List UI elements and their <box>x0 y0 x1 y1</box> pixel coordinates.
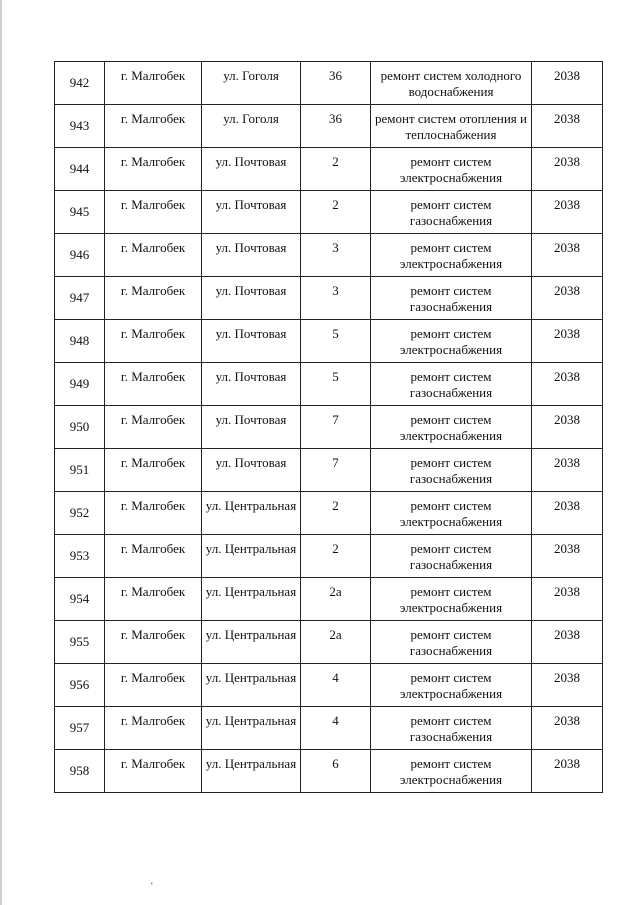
work-type-cell: ремонт систем холодного водоснабжения <box>371 62 532 105</box>
house-cell: 2а <box>301 578 371 621</box>
house-cell: 2 <box>301 535 371 578</box>
house-cell: 2 <box>301 492 371 535</box>
row-number: 945 <box>55 191 105 234</box>
work-type-cell: ремонт систем электроснабжения <box>371 664 532 707</box>
work-type-cell: ремонт систем отопления и теплоснабжения <box>371 105 532 148</box>
row-number: 944 <box>55 148 105 191</box>
table-row <box>55 234 603 277</box>
work-type-cell: ремонт систем электроснабжения <box>371 148 532 191</box>
work-type-cell: ремонт систем газоснабжения <box>371 621 532 664</box>
house-cell: 3 <box>301 277 371 320</box>
year-cell: 2038 <box>532 750 603 793</box>
table-row <box>55 363 603 406</box>
city-cell: г. Малгобек <box>105 320 202 363</box>
street-cell: ул. Почтовая <box>202 406 301 449</box>
street-cell: ул. Почтовая <box>202 363 301 406</box>
table-row <box>55 320 603 363</box>
city-cell: г. Малгобек <box>105 406 202 449</box>
street-cell: ул. Центральная <box>202 750 301 793</box>
city-cell: г. Малгобек <box>105 277 202 320</box>
row-number: 954 <box>55 578 105 621</box>
street-cell: ул. Центральная <box>202 621 301 664</box>
house-cell: 2 <box>301 191 371 234</box>
table-row <box>55 277 603 320</box>
row-number: 956 <box>55 664 105 707</box>
work-type-cell: ремонт систем электроснабжения <box>371 234 532 277</box>
table-row <box>55 406 603 449</box>
house-cell: 3 <box>301 234 371 277</box>
house-cell: 36 <box>301 105 371 148</box>
street-cell: ул. Гоголя <box>202 62 301 105</box>
house-cell: 5 <box>301 320 371 363</box>
row-number: 953 <box>55 535 105 578</box>
city-cell: г. Малгобек <box>105 449 202 492</box>
street-cell: ул. Гоголя <box>202 105 301 148</box>
row-number: 958 <box>55 750 105 793</box>
house-cell: 4 <box>301 664 371 707</box>
year-cell: 2038 <box>532 62 603 105</box>
work-type-cell: ремонт систем электроснабжения <box>371 578 532 621</box>
table-row <box>55 707 603 750</box>
street-cell: ул. Почтовая <box>202 320 301 363</box>
year-cell: 2038 <box>532 449 603 492</box>
city-cell: г. Малгобек <box>105 363 202 406</box>
city-cell: г. Малгобек <box>105 750 202 793</box>
table-row <box>55 105 603 148</box>
table-row <box>55 191 603 234</box>
table-row <box>55 664 603 707</box>
house-cell: 7 <box>301 406 371 449</box>
street-cell: ул. Центральная <box>202 492 301 535</box>
year-cell: 2038 <box>532 492 603 535</box>
row-number: 943 <box>55 105 105 148</box>
city-cell: г. Малгобек <box>105 148 202 191</box>
city-cell: г. Малгобек <box>105 535 202 578</box>
year-cell: 2038 <box>532 320 603 363</box>
city-cell: г. Малгобек <box>105 62 202 105</box>
row-number: 947 <box>55 277 105 320</box>
work-type-cell: ремонт систем электроснабжения <box>371 320 532 363</box>
table-row <box>55 148 603 191</box>
year-cell: 2038 <box>532 105 603 148</box>
work-type-cell: ремонт систем электроснабжения <box>371 406 532 449</box>
scan-edge <box>0 0 2 905</box>
work-type-cell: ремонт систем газоснабжения <box>371 277 532 320</box>
street-cell: ул. Центральная <box>202 535 301 578</box>
row-number: 946 <box>55 234 105 277</box>
work-type-cell: ремонт систем электроснабжения <box>371 492 532 535</box>
street-cell: ул. Центральная <box>202 578 301 621</box>
city-cell: г. Малгобек <box>105 191 202 234</box>
work-type-cell: ремонт систем газоснабжения <box>371 707 532 750</box>
street-cell: ул. Почтовая <box>202 277 301 320</box>
city-cell: г. Малгобек <box>105 492 202 535</box>
city-cell: г. Малгобек <box>105 707 202 750</box>
scan-speck: ʻ <box>150 880 154 892</box>
year-cell: 2038 <box>532 578 603 621</box>
city-cell: г. Малгобек <box>105 105 202 148</box>
year-cell: 2038 <box>532 621 603 664</box>
year-cell: 2038 <box>532 277 603 320</box>
table-row <box>55 750 603 793</box>
city-cell: г. Малгобек <box>105 621 202 664</box>
work-type-cell: ремонт систем газоснабжения <box>371 535 532 578</box>
house-cell: 6 <box>301 750 371 793</box>
row-number: 951 <box>55 449 105 492</box>
year-cell: 2038 <box>532 535 603 578</box>
registry-body <box>55 62 603 793</box>
city-cell: г. Малгобек <box>105 664 202 707</box>
house-cell: 2а <box>301 621 371 664</box>
year-cell: 2038 <box>532 664 603 707</box>
house-cell: 5 <box>301 363 371 406</box>
table-row <box>55 578 603 621</box>
table-row <box>55 449 603 492</box>
row-number: 948 <box>55 320 105 363</box>
city-cell: г. Малгобек <box>105 234 202 277</box>
table-row <box>55 62 603 105</box>
year-cell: 2038 <box>532 148 603 191</box>
table-row <box>55 492 603 535</box>
work-type-cell: ремонт систем электроснабжения <box>371 750 532 793</box>
table-row <box>55 621 603 664</box>
year-cell: 2038 <box>532 707 603 750</box>
street-cell: ул. Почтовая <box>202 191 301 234</box>
table-row <box>55 535 603 578</box>
year-cell: 2038 <box>532 234 603 277</box>
row-number: 957 <box>55 707 105 750</box>
house-cell: 2 <box>301 148 371 191</box>
row-number: 952 <box>55 492 105 535</box>
row-number: 949 <box>55 363 105 406</box>
street-cell: ул. Почтовая <box>202 234 301 277</box>
street-cell: ул. Почтовая <box>202 148 301 191</box>
repair-registry-table <box>54 61 603 793</box>
house-cell: 36 <box>301 62 371 105</box>
street-cell: ул. Центральная <box>202 664 301 707</box>
work-type-cell: ремонт систем газоснабжения <box>371 191 532 234</box>
year-cell: 2038 <box>532 363 603 406</box>
year-cell: 2038 <box>532 406 603 449</box>
row-number: 950 <box>55 406 105 449</box>
row-number: 942 <box>55 62 105 105</box>
house-cell: 4 <box>301 707 371 750</box>
house-cell: 7 <box>301 449 371 492</box>
year-cell: 2038 <box>532 191 603 234</box>
street-cell: ул. Почтовая <box>202 449 301 492</box>
city-cell: г. Малгобек <box>105 578 202 621</box>
work-type-cell: ремонт систем газоснабжения <box>371 363 532 406</box>
work-type-cell: ремонт систем газоснабжения <box>371 449 532 492</box>
row-number: 955 <box>55 621 105 664</box>
street-cell: ул. Центральная <box>202 707 301 750</box>
